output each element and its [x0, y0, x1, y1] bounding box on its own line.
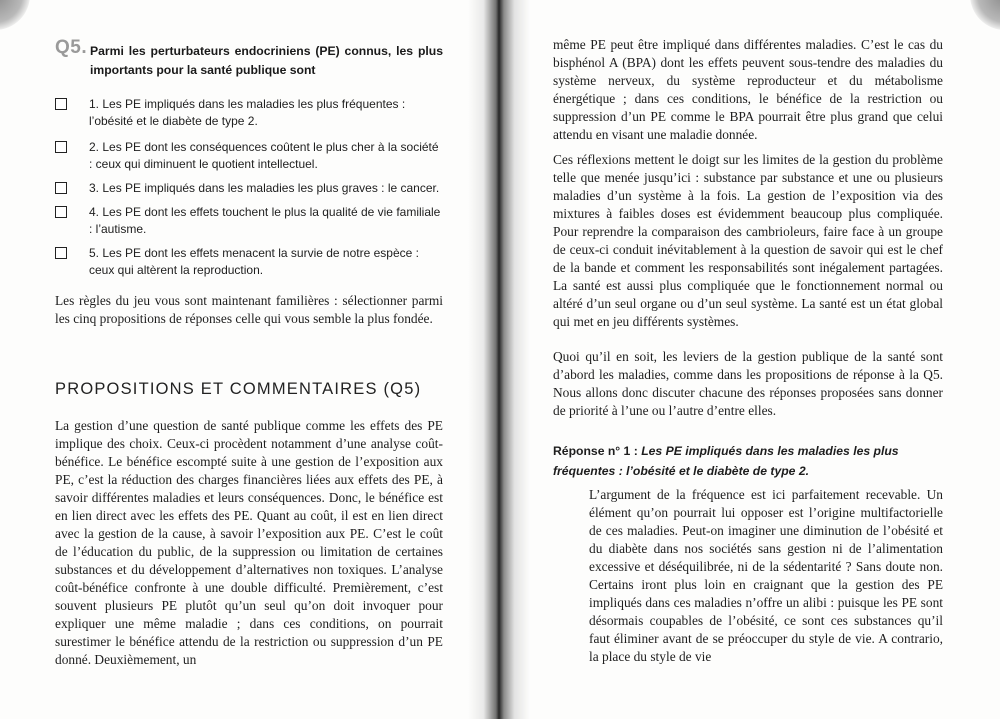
answer-label: Réponse n° 1 :: [553, 444, 638, 458]
option-checkbox[interactable]: [55, 182, 67, 194]
answer-body: L’argument de la fréquence est ici parfaitement recevable. Un élément qu’on pourrait lui opposer est l’origine multifactorielle de ces maladies. Peut-on imaginer une diminution de l’obésité et du diabète dans nos sociétés sans gestion ni de l’alimentation excessive et déséquilibrée, ni de la sédentarité ? Sans doute non. Certains iront plus loin en craignant que la gestion des PE impliqués dans ces maladies n’offre un alibi : puisque les PE sont désormais coupables de l’obésité, ce sont ces substances qu’il faut éliminer avant de se préoccuper du style de vie. A contrario, la place du style de vie: [589, 487, 943, 664]
option-checkbox[interactable]: [55, 206, 67, 218]
section-title: PROPOSITIONS ET COMMENTAIRES (Q5): [55, 380, 422, 398]
option-text: 3. Les PE impliqués dans les maladies les plus graves : le cancer.: [89, 181, 440, 195]
page-corner-shadow: [970, 0, 1000, 30]
question-number: Q5.: [55, 37, 88, 58]
answer-title: Les PE impliqués dans les maladies les plus fréquentes : l’obésité et le diabète de type 2.: [553, 444, 899, 478]
instructions-text: Les règles du jeu vous sont maintenant familières : sélectionner parmi les cinq propositions de réponses celle qui vous semble la plus fondée.: [55, 293, 443, 326]
option-text: 5. Les PE dont les effets menacent la survie de notre espèce : ceux qui altèrent la reproduction.: [89, 246, 419, 277]
option-checkbox[interactable]: [55, 98, 67, 110]
book-gutter: [468, 0, 530, 719]
option-checkbox[interactable]: [55, 141, 67, 153]
option-text: 4. Les PE dont les effets touchent le plus la qualité de vie familiale : l’autisme.: [89, 205, 441, 236]
body-paragraph: La gestion d’une question de santé publique comme les effets des PE implique des choix. Ceux-ci procèdent notamment d’une analyse coût-bénéfice. Le bénéfice escompté suite à une gestion de l’exposition aux PE, c’est la réduction des charges financières liées aux effets des PE, à savoir différentes maladies et leurs conséquences. Donc, le bénéfice est en lien direct avec les effets des PE. Quant au coût, il est en lien direct avec la gestion de la cause, à savoir l’exposition aux PE. C’est le coût de l’éducation du public, de la suppression ou limitation de certaines substances et du développement d’alternatives non toxiques. L’analyse coût-bénéfice confronte à une double difficulté. Premièrement, c’est souvent plusieurs PE plutôt qu’un seul qu’on doit invoquer pour expliquer une même maladie ; dans ces conditions, on pourrait surestimer le bénéfice attendu de la restriction ou suppression d’un PE donné. Deuxièmement, un: [55, 418, 443, 667]
answer-heading: [553, 441, 943, 481]
right-page: [553, 0, 943, 719]
question-text: Parmi les perturbateurs endocriniens (PE) connus, les plus importants pour la santé publique sont: [90, 44, 443, 77]
paragraph-2: Ces réflexions mettent le doigt sur les limites de la gestion du problème telle que menée jusqu’ici : substance par substance et une ou plusieurs maladies d’un système à la fois. La gestion de l’exposition via des mixtures à faibles doses est évidemment beaucoup plus compliquée. Pour reprendre la comparaison des cambrioleurs, faire face à un groupe de ceux-ci conduit inévitablement à la question de savoir qui est le chef de la bande et comment les responsabilités sont inégalement partagées. La santé est aussi plus compliquée que le fonctionnement normal ou altéré d’un seul organe ou d’un seul système. La santé est un état global qui met en jeu différents systèmes.: [553, 152, 943, 329]
page-corner-shadow: [0, 0, 30, 30]
paragraph-1: même PE peut être impliqué dans différentes maladies. C’est le cas du bisphénol A (BPA) dont les effets peuvent sous-tendre des maladies du système nerveux, du système reproducteur et du métabolisme énergétique ; dans ces conditions, le bénéfice de la restriction ou suppression d’un PE comme le BPA pourrait être plus grand que celui attendu en visant une maladie donnée.: [553, 37, 943, 142]
option-checkbox[interactable]: [55, 247, 67, 259]
paragraph-3: Quoi qu’il en soit, les leviers de la gestion publique de la santé sont d’abord les maladies, comme dans les propositions de réponse à la Q5. Nous allons donc discuter chacune des réponses proposées sans donner de priorité à l’une ou l’autre d’entre elles.: [553, 349, 943, 418]
left-page: [55, 0, 443, 719]
option-text: 1. Les PE impliqués dans les maladies les plus fréquentes : l’obésité et le diabète de type 2.: [89, 97, 406, 128]
option-text: 2. Les PE dont les conséquences coûtent le plus cher à la société : ceux qui diminuent le quotient intellectuel.: [89, 140, 439, 171]
